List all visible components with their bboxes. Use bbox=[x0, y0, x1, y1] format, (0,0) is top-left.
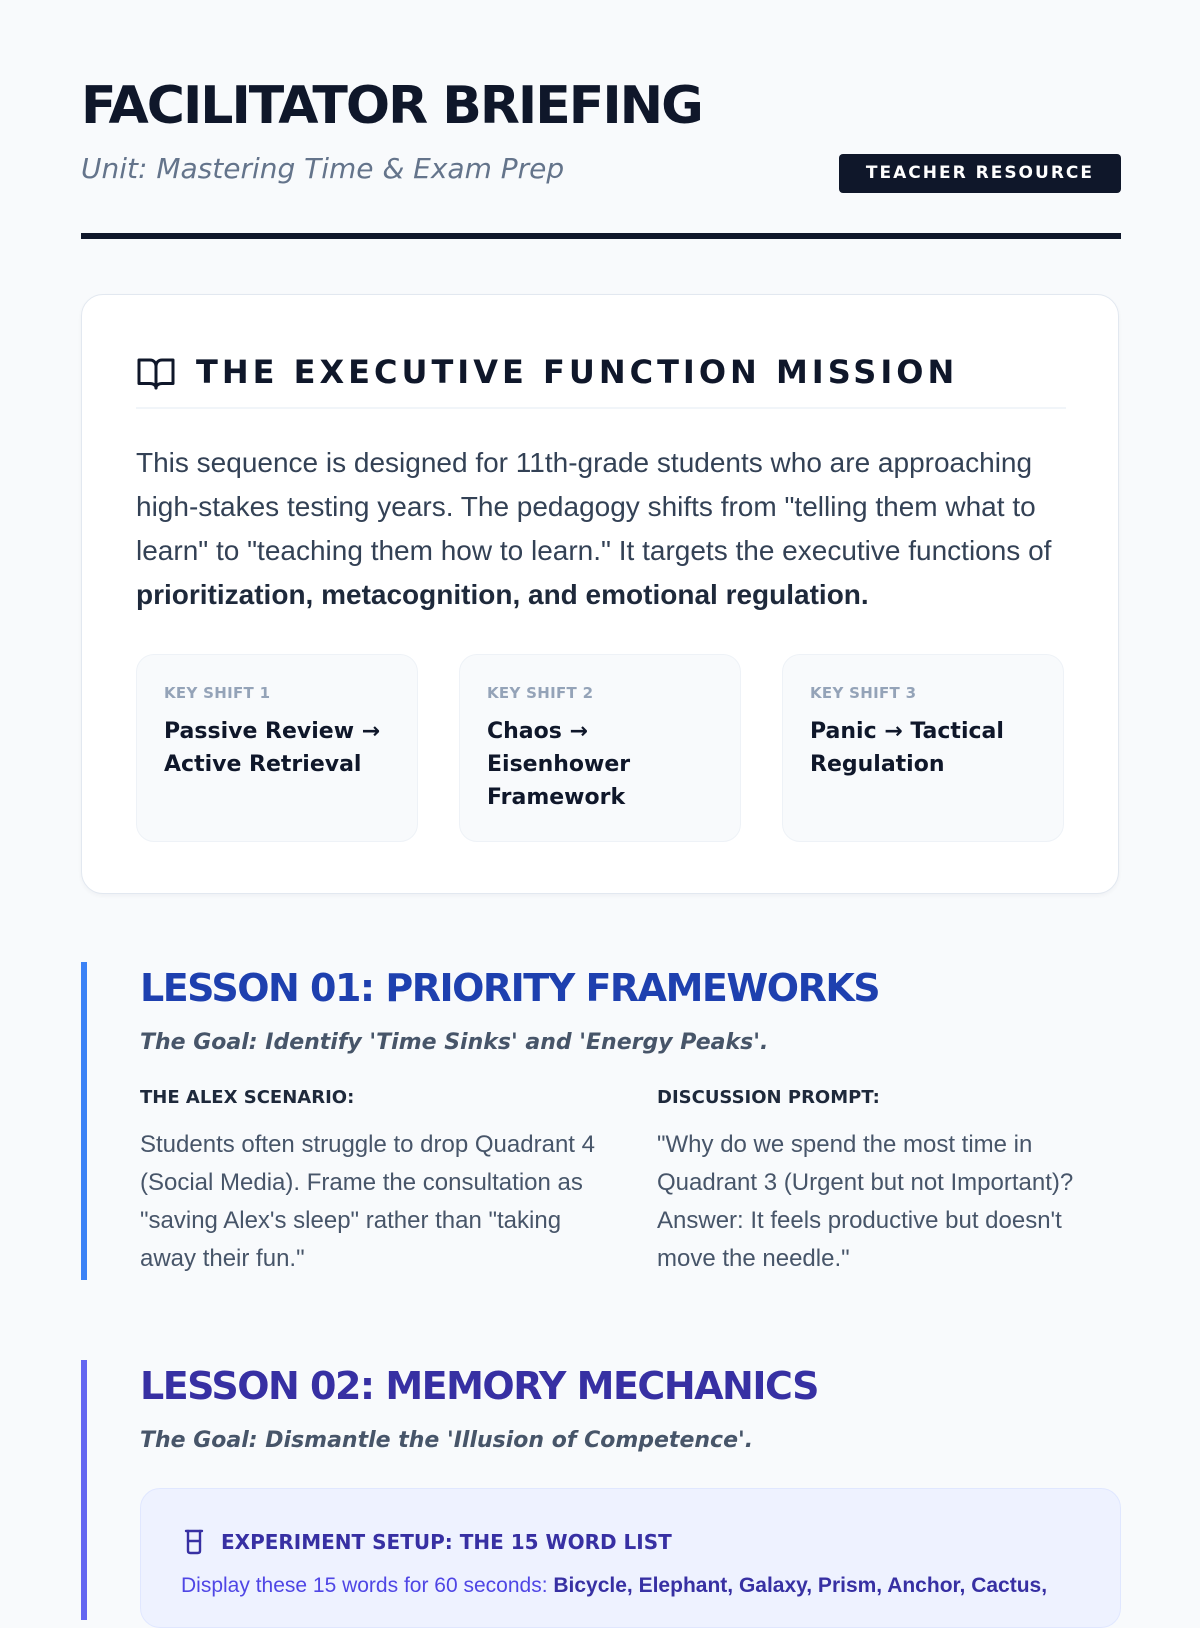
lesson-title: LESSON 02: MEMORY MECHANICS bbox=[140, 1364, 818, 1408]
prompt-text: "Why do we spend the most time in Quadrant 3 (Urgent but not Important)? Answer: It feels productive but doesn't move the needle." bbox=[657, 1131, 1074, 1272]
alex-scenario-column bbox=[140, 1086, 600, 1278]
key-shift-card-1 bbox=[136, 654, 418, 842]
lesson-accent-bar bbox=[81, 962, 87, 1280]
experiment-instructions bbox=[181, 1571, 1101, 1601]
key-shift-label: KEY SHIFT 2 bbox=[487, 684, 594, 702]
unit-subtitle: Unit: Mastering Time & Exam Prep bbox=[81, 152, 565, 185]
discussion-prompt-column bbox=[657, 1086, 1117, 1278]
page-title: FACILITATOR BRIEFING bbox=[81, 76, 702, 136]
mission-card bbox=[81, 294, 1119, 894]
briefing-page bbox=[81, 0, 1121, 1597]
lesson-01-section bbox=[81, 962, 1121, 1280]
book-open-icon bbox=[136, 355, 176, 391]
experiment-title: EXPERIMENT SETUP: THE 15 WORD LIST bbox=[221, 1530, 672, 1554]
prompt-heading: DISCUSSION PROMPT: bbox=[657, 1087, 880, 1108]
key-shift-card-2 bbox=[459, 654, 741, 842]
mission-description bbox=[136, 441, 1076, 617]
lesson-accent-bar bbox=[81, 1360, 87, 1620]
mission-title: THE EXECUTIVE FUNCTION MISSION bbox=[196, 353, 959, 391]
key-shift-text: Panic → Tactical Regulation bbox=[810, 719, 1004, 777]
teacher-resource-badge: TEACHER RESOURCE bbox=[839, 154, 1121, 193]
mission-header bbox=[136, 347, 1066, 409]
experiment-setup-box bbox=[140, 1488, 1121, 1628]
key-shift-text: Chaos → Eisenhower Framework bbox=[487, 719, 631, 810]
lesson-02-section bbox=[81, 1360, 1121, 1600]
beaker-icon bbox=[183, 1529, 205, 1555]
header-divider bbox=[81, 233, 1121, 239]
experiment-intro: Display these 15 words for 60 seconds: bbox=[181, 1574, 554, 1597]
mission-description-emphasis: prioritization, metacognition, and emotional regulation. bbox=[136, 579, 869, 610]
key-shift-text: Passive Review → Active Retrieval bbox=[164, 719, 381, 777]
lesson-goal: The Goal: Dismantle the 'Illusion of Competence'. bbox=[140, 1428, 754, 1453]
key-shift-label: KEY SHIFT 3 bbox=[810, 684, 917, 702]
mission-description-text: This sequence is designed for 11th-grade students who are approaching high-stakes testing years. The pedagogy shifts from "telling them what to learn" to "teaching them how to learn." It targets the executive functions of bbox=[136, 447, 1052, 566]
lesson-title: LESSON 01: PRIORITY FRAMEWORKS bbox=[140, 966, 880, 1010]
scenario-heading: THE ALEX SCENARIO: bbox=[140, 1087, 355, 1108]
key-shift-label: KEY SHIFT 1 bbox=[164, 684, 271, 702]
lesson-goal: The Goal: Identify 'Time Sinks' and 'Energy Peaks'. bbox=[140, 1030, 769, 1055]
word-list: Bicycle, Elephant, Galaxy, Prism, Anchor, Cactus, bbox=[553, 1574, 1048, 1597]
page-header bbox=[81, 0, 1121, 240]
key-shift-card-3 bbox=[782, 654, 1064, 842]
scenario-text: Students often struggle to drop Quadrant 4 (Social Media). Frame the consultation as "saving Alex's sleep" rather than "taking away their fun." bbox=[140, 1131, 595, 1272]
